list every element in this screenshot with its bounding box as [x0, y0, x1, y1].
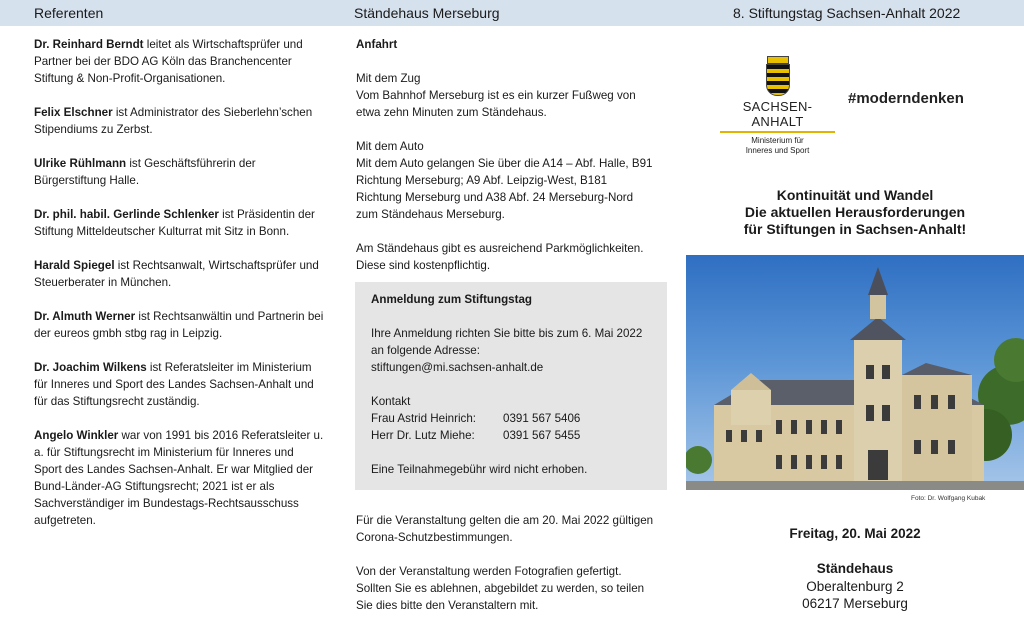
building-photo: [686, 255, 1024, 490]
contact-phone: 0391 567 5455: [503, 429, 581, 442]
headline-line: Die aktuellen Herausforderungen: [744, 204, 966, 220]
speaker-text: ist Präsidentin der Stiftung Mitteldeutscher Kulturrat mit Sitz in Bonn.: [34, 208, 315, 238]
car-text: Mit dem Auto gelangen Sie über die A14 – Abf. Halle, B91 Richtung Merseburg; A9 Abf. Leipzig-West, B181 Richtung Merseburg und A38 Abf. 24 Merseburg-Nord zum Ständehaus Merseburg.: [356, 157, 653, 221]
fee-text: Eine Teilnahmegebühr wird nicht erhoben.: [371, 463, 588, 476]
venue-street: Oberaltenburg 2: [806, 578, 904, 594]
train-title: Mit dem Zug: [356, 72, 421, 85]
ministry-line: Inneres und Sport: [745, 146, 810, 155]
parking-text: Am Ständehaus gibt es ausreichend Parkmöglichkeiten. Diese sind kostenpflichtig.: [356, 242, 644, 272]
ministry-line: Ministerium für: [751, 136, 804, 145]
contact-phone: 0391 567 5406: [503, 412, 581, 425]
venue-name: Ständehaus: [816, 561, 894, 576]
speaker-entry: [34, 36, 324, 87]
coat-of-arms-icon: [766, 64, 790, 96]
hashtag: #moderndenken: [848, 90, 964, 107]
speaker-name: Angelo Winkler: [34, 429, 119, 442]
speaker-entry: [34, 359, 324, 410]
building-illustration: [686, 255, 1024, 490]
contact-name: Frau Astrid Heinrich:: [371, 412, 477, 425]
speaker-name: Dr. Almuth Werner: [34, 310, 136, 323]
contact-name: Herr Dr. Lutz Miehe:: [371, 429, 475, 442]
speaker-text: leitet als Wirtschaftsprüfer und Partner bei der BDO AG Köln das Branchencenter Stiftung & Non-Profit-Organisationen.: [34, 38, 303, 85]
speaker-text: war von 1991 bis 2016 Referatsleiter u. a. für Stiftungsrecht im Ministerium für Inneres und Sport des Landes Sachsen-Anhalt. Er war Mitglied der Bund-Länder-AG Stiftungsrecht; 2021 ist er als Sachverständiger im Bundestags-Rechtsausschuss aufgetreten.: [34, 429, 324, 527]
logo-brand: SACHSEN-ANHALT: [720, 99, 835, 133]
speaker-entry: [34, 427, 324, 529]
registration-email[interactable]: stiftungen@mi.sachsen-anhalt.de: [371, 361, 544, 374]
photo-note: Von der Veranstaltung werden Fotografien gefertigt. Sollten Sie es ablehnen, abgebildet zu werden, so teilen Sie dies bitte den Veranstaltern mit.: [356, 565, 645, 612]
header-center: Ständehaus Merseburg: [354, 5, 500, 21]
speaker-text: ist Rechtsanwalt, Wirtschaftsprüfer und Steuerberater in München.: [34, 259, 319, 289]
speaker-text: ist Administrator des Sieberlehn’schen Stipendiums zu Zerbst.: [34, 106, 313, 136]
speaker-name: Dr. phil. habil. Gerlinde Schlenker: [34, 208, 219, 221]
header-bar: [0, 0, 1024, 26]
speaker-entry: [34, 104, 324, 138]
corona-note: Für die Veranstaltung gelten die am 20. Mai 2022 gültigen Corona-Schutzbestimmungen.: [356, 514, 654, 544]
registration-text: Ihre Anmeldung richten Sie bitte bis zum 6. Mai 2022 an folgende Adresse:: [371, 327, 643, 357]
header-right: 8. Stiftungstag Sachsen-Anhalt 2022: [733, 5, 961, 21]
speaker-text: ist Rechtsanwältin und Partnerin bei der eureos gmbh stbg rag in Leipzig.: [34, 310, 324, 340]
contact-row: [371, 410, 651, 427]
speaker-entry: [34, 155, 324, 189]
speaker-name: Felix Elschner: [34, 106, 113, 119]
car-title: Mit dem Auto: [356, 140, 424, 153]
speaker-name: Ulrike Rühlmann: [34, 157, 127, 170]
train-text: Vom Bahnhof Merseburg ist es ein kurzer Fußweg von etwa zehn Minuten zum Ständehaus.: [356, 89, 636, 119]
registration-box: [355, 282, 667, 490]
speaker-text: ist Referatsleiter im Ministerium für Inneres und Sport des Landes Sachsen-Anhalt und für das Stiftungsrecht zuständig.: [34, 361, 314, 408]
contact-row: [371, 427, 651, 444]
crown-icon: [767, 56, 789, 64]
speaker-entry: [34, 206, 324, 240]
photo-credit: Foto: Dr. Wolfgang Kubak: [911, 495, 986, 502]
logo-ministry: [720, 136, 835, 156]
notes-column: [356, 512, 656, 631]
speaker-name: Dr. Reinhard Berndt: [34, 38, 144, 51]
directions-title: Anfahrt: [356, 38, 398, 51]
speakers-column: [34, 36, 324, 546]
headline-line: für Stiftungen in Sachsen-Anhalt!: [743, 221, 967, 237]
directions-column: [356, 36, 656, 291]
sachsen-anhalt-logo: [720, 56, 835, 156]
speaker-entry: [34, 308, 324, 342]
speaker-text: ist Geschäftsführerin der Bürgerstiftung Halle.: [34, 157, 256, 187]
event-venue: [686, 560, 1024, 613]
header-left: Referenten: [34, 5, 104, 21]
speaker-entry: [34, 257, 324, 291]
headline: [700, 187, 1010, 238]
headline-line: Kontinuität und Wandel: [776, 187, 934, 203]
speaker-name: Harald Spiegel: [34, 259, 115, 272]
venue-city: 06217 Merseburg: [802, 596, 908, 611]
speaker-name: Dr. Joachim Wilkens: [34, 361, 147, 374]
registration-title: Anmeldung zum Stiftungstag: [371, 293, 533, 306]
contact-title: Kontakt: [371, 395, 411, 408]
event-date: Freitag, 20. Mai 2022: [789, 526, 921, 541]
